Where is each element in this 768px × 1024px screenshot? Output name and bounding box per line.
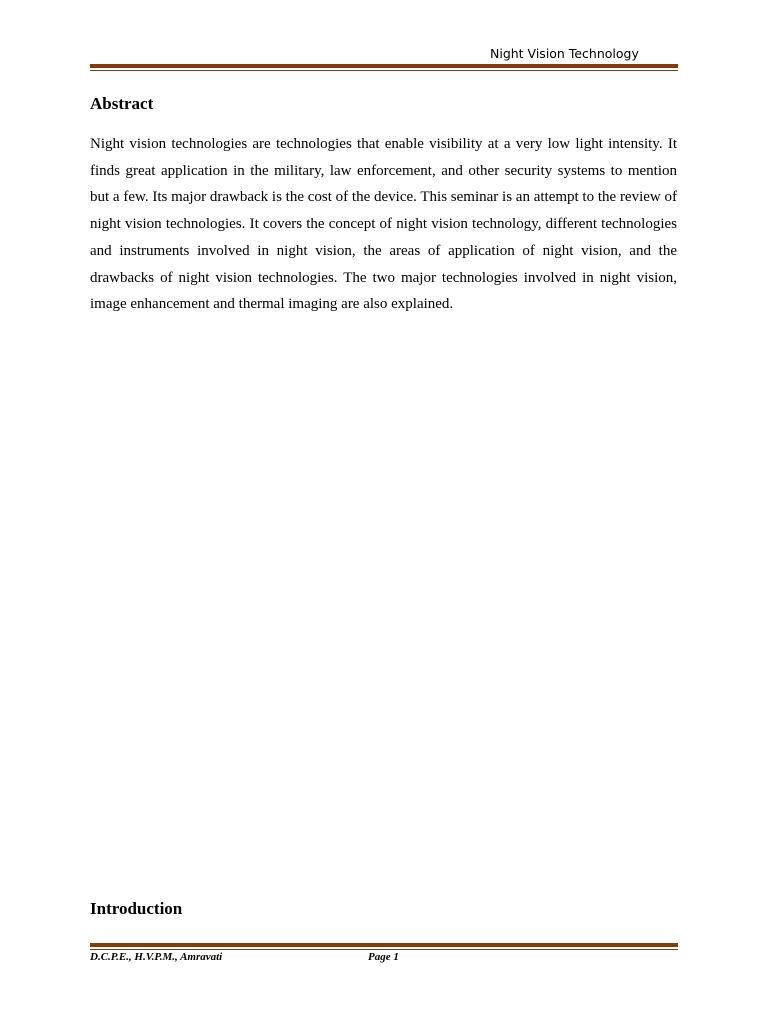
introduction-heading: Introduction bbox=[90, 899, 183, 918]
abstract-heading: Abstract bbox=[90, 94, 154, 113]
abstract-body: Night vision technologies are technologies that enable visibility at a very low light intensity. It finds great application in the military, law enforcement, and other security systems to mention but a few. Its major drawback is the cost of the device. This seminar is an attempt to the review of night vision technologies. It covers the concept of night vision technology, different technologies and instruments involved in night vision, the areas of application of night vision, and the drawbacks of night vision technologies. The two major technologies involved in night vision, image enhancement and thermal imaging are also explained. bbox=[90, 136, 677, 313]
footer-institution: D.C.P.E., H.V.P.M., Amravati bbox=[90, 951, 223, 963]
footer-page-number: Page 1 bbox=[368, 951, 399, 963]
header-rule-thin bbox=[90, 70, 678, 71]
header-title: Night Vision Technology bbox=[490, 46, 639, 61]
footer-rule-thin bbox=[90, 949, 678, 950]
header-rule-thick bbox=[90, 64, 678, 68]
footer-rule-thick bbox=[90, 943, 678, 947]
